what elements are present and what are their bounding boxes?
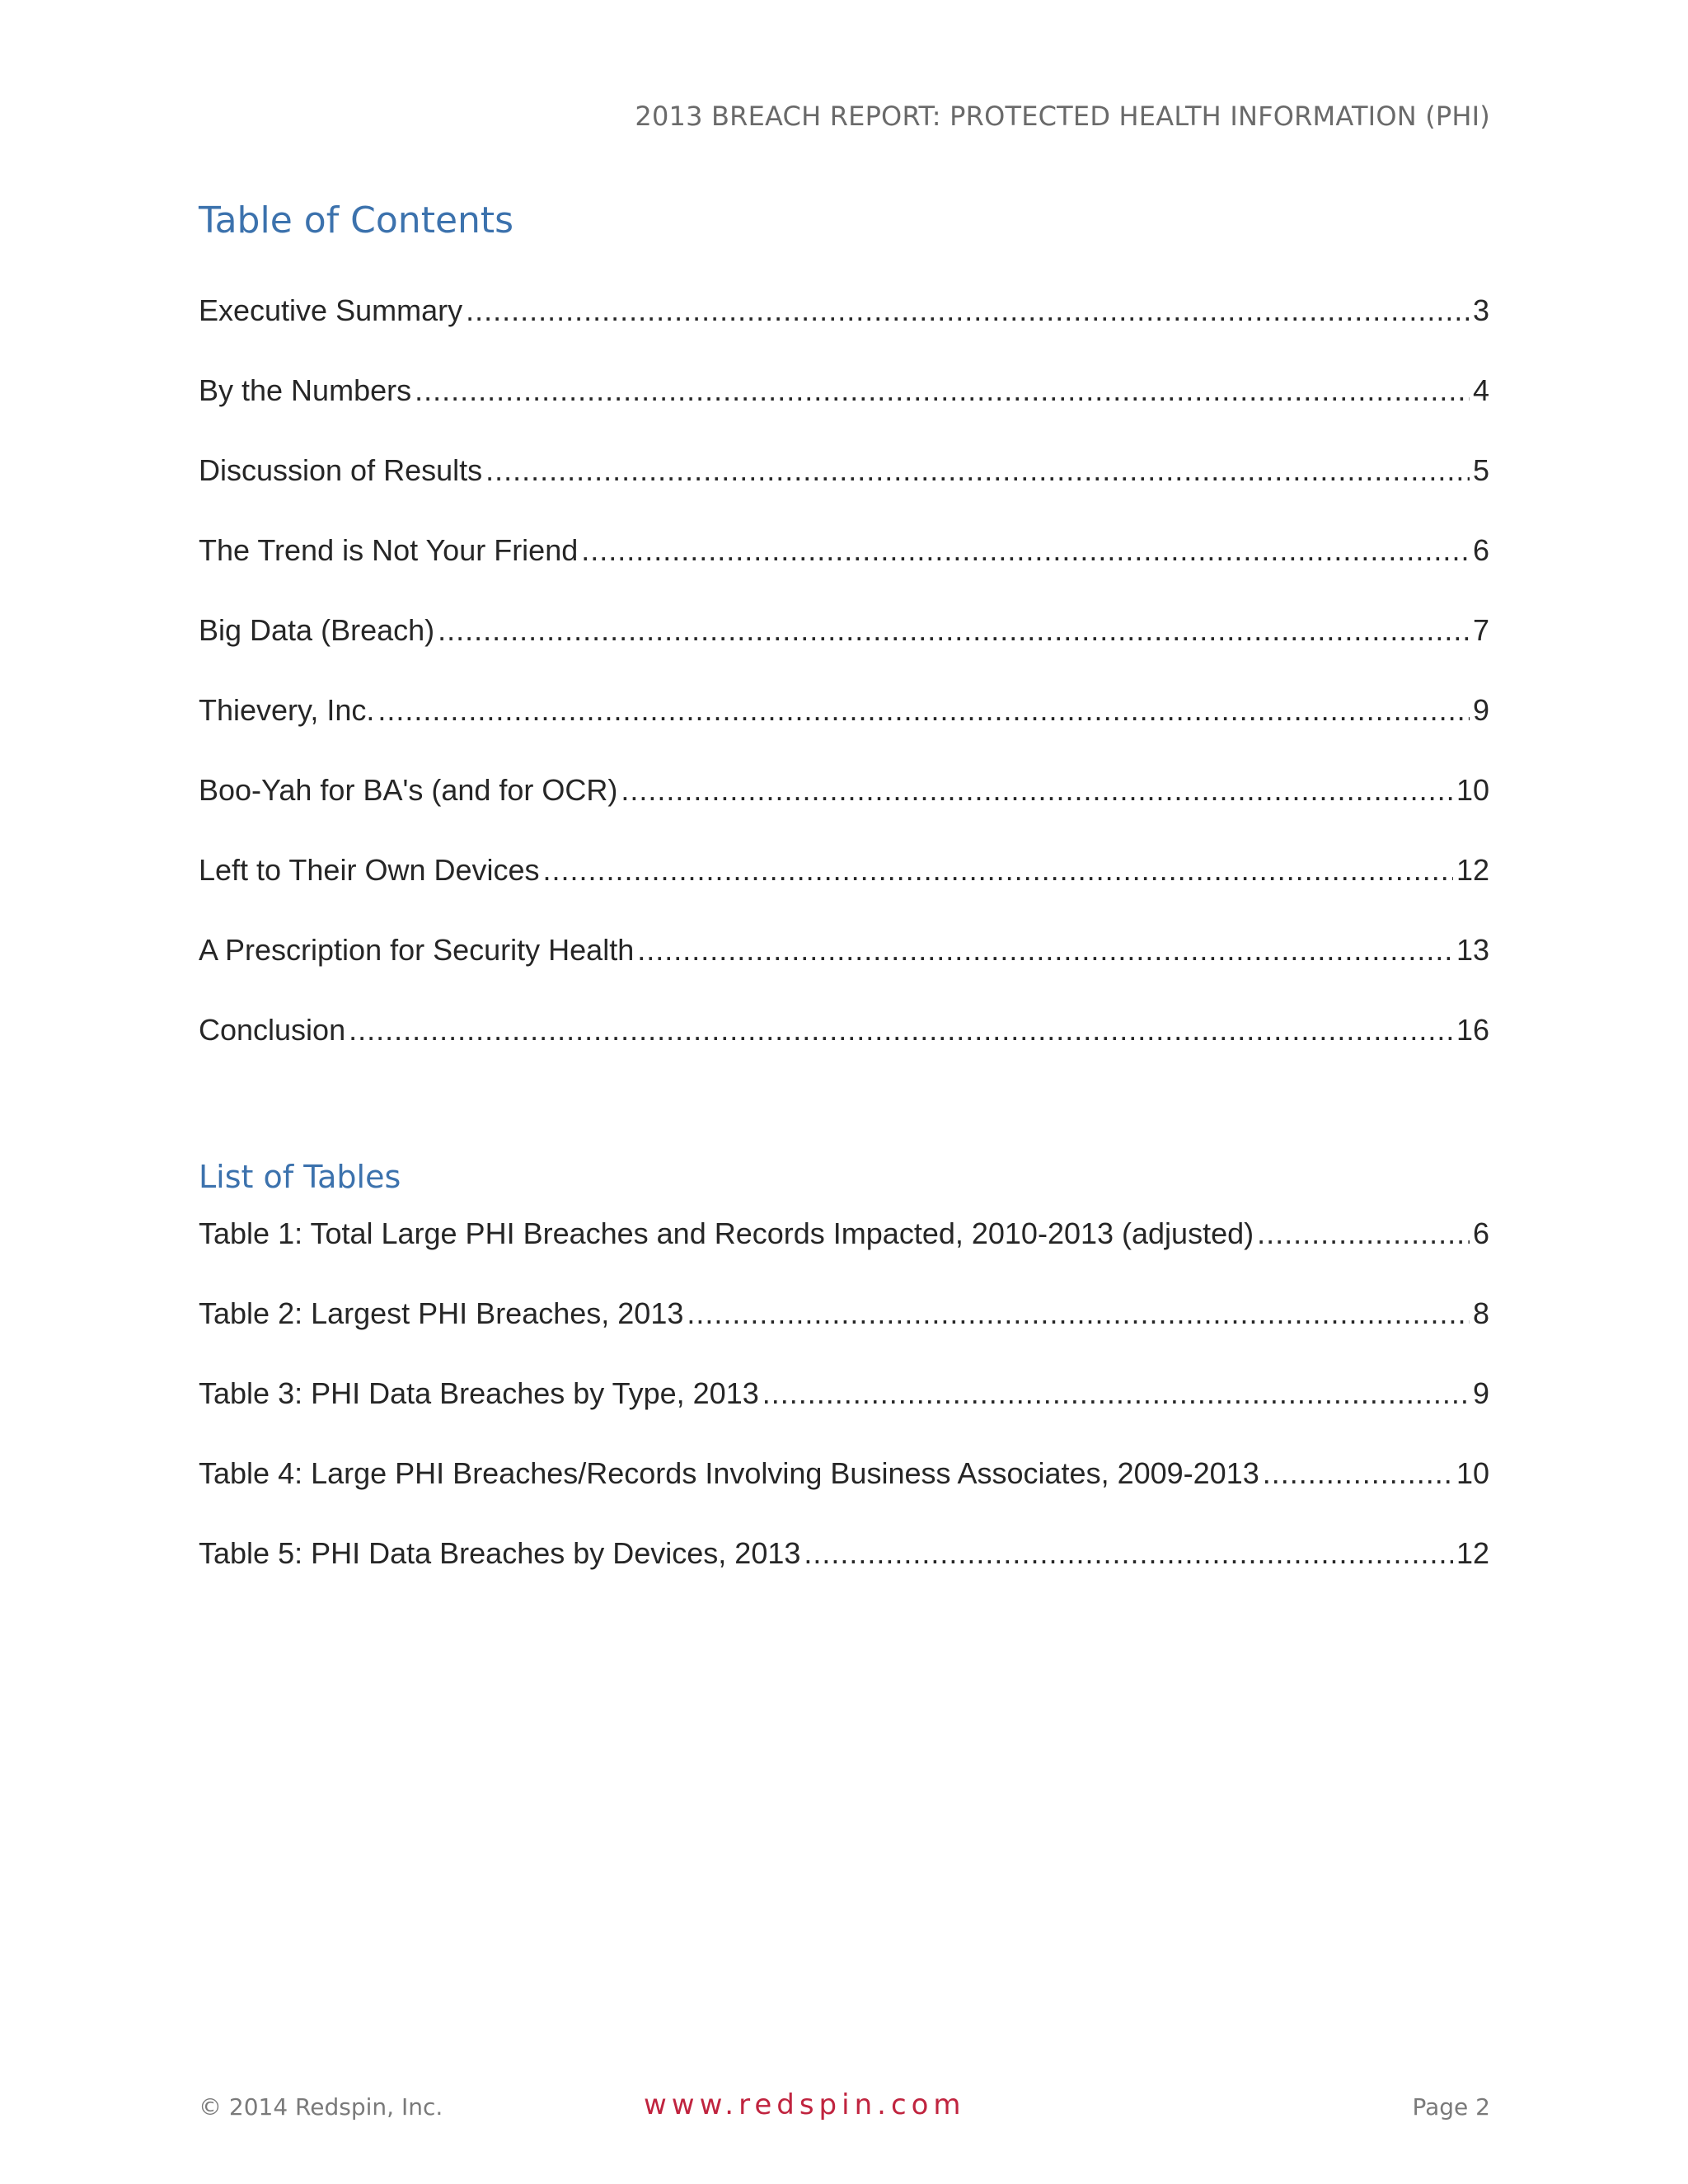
toc-entry-page: 7 (1472, 613, 1489, 647)
footer-website-link[interactable]: www.redspin.com (644, 2088, 966, 2121)
table-entry-3[interactable] (199, 1376, 1489, 1456)
dot-leader (485, 453, 1470, 488)
toc-entry-left-to-their-own-devices[interactable] (199, 853, 1489, 933)
toc-entry-page: 4 (1472, 373, 1489, 407)
toc-entry-page: 3 (1472, 293, 1489, 327)
toc-entry-prescription-for-security-health[interactable] (199, 933, 1489, 1013)
list-of-tables (199, 1216, 1489, 1616)
table-entry-title: Table 5: PHI Data Breaches by Devices, 2013 (199, 1536, 801, 1570)
toc-entry-discussion-of-results[interactable] (199, 453, 1489, 533)
dot-leader (466, 293, 1470, 328)
toc-entry-big-data-breach[interactable] (199, 613, 1489, 693)
table-entry-title: Table 3: PHI Data Breaches by Type, 2013 (199, 1376, 759, 1410)
table-of-contents-list (199, 293, 1489, 1093)
dot-leader (581, 533, 1470, 568)
list-of-tables-heading: List of Tables (199, 1159, 401, 1195)
toc-entry-title: The Trend is Not Your Friend (199, 533, 579, 567)
table-entry-title: Table 2: Largest PHI Breaches, 2013 (199, 1296, 684, 1330)
dot-leader (543, 853, 1453, 888)
table-of-contents-heading: Table of Contents (199, 199, 514, 241)
dot-leader (687, 1296, 1470, 1331)
table-entry-title: Table 4: Large PHI Breaches/Records Involving Business Associates, 2009-2013 (199, 1456, 1259, 1490)
dot-leader (1257, 1216, 1470, 1251)
dot-leader (438, 613, 1470, 648)
table-entry-1[interactable] (199, 1216, 1489, 1296)
toc-entry-page: 16 (1456, 1013, 1489, 1047)
toc-entry-title: Left to Their Own Devices (199, 853, 540, 887)
toc-entry-by-the-numbers[interactable] (199, 373, 1489, 453)
page-footer (199, 2090, 1490, 2126)
toc-entry-page: 5 (1472, 453, 1489, 487)
toc-entry-conclusion[interactable] (199, 1013, 1489, 1093)
toc-entry-boo-yah-for-bas[interactable] (199, 773, 1489, 853)
dot-leader (637, 933, 1453, 968)
toc-entry-executive-summary[interactable] (199, 293, 1489, 373)
toc-entry-page: 12 (1456, 853, 1489, 887)
table-entry-page: 9 (1472, 1376, 1489, 1410)
toc-entry-title: Boo-Yah for BA's (and for OCR) (199, 773, 618, 807)
toc-entry-title: Executive Summary (199, 293, 463, 327)
table-entry-4[interactable] (199, 1456, 1489, 1536)
dot-leader (349, 1013, 1453, 1047)
toc-entry-title: Conclusion (199, 1013, 346, 1047)
toc-entry-title: A Prescription for Security Health (199, 933, 635, 967)
table-entry-page: 8 (1472, 1296, 1489, 1330)
toc-entry-page: 9 (1472, 693, 1489, 727)
table-entry-page: 12 (1456, 1536, 1489, 1570)
toc-entry-page: 13 (1456, 933, 1489, 967)
table-entry-5[interactable] (199, 1536, 1489, 1616)
footer-copyright: © 2014 Redspin, Inc. (199, 2093, 443, 2121)
table-entry-title: Table 1: Total Large PHI Breaches and Records Impacted, 2010-2013 (adjusted) (199, 1216, 1254, 1250)
toc-entry-title: Discussion of Results (199, 453, 483, 487)
dot-leader (804, 1536, 1453, 1571)
toc-entry-page: 6 (1472, 533, 1489, 567)
toc-entry-title: By the Numbers (199, 373, 412, 407)
footer-page-number: Page 2 (1412, 2093, 1490, 2121)
toc-entry-page: 10 (1456, 773, 1489, 807)
dot-leader (762, 1376, 1470, 1411)
dot-leader (621, 773, 1453, 808)
table-entry-page: 6 (1472, 1216, 1489, 1250)
table-entry-2[interactable] (199, 1296, 1489, 1376)
toc-entry-thievery-inc[interactable] (199, 693, 1489, 773)
toc-entry-title: Big Data (Breach) (199, 613, 435, 647)
dot-leader (415, 373, 1470, 408)
toc-entry-trend-not-your-friend[interactable] (199, 533, 1489, 613)
toc-entry-title: Thievery, Inc. (199, 693, 375, 727)
table-entry-page: 10 (1456, 1456, 1489, 1490)
dot-leader (1263, 1456, 1453, 1491)
report-header-title: 2013 BREACH REPORT: PROTECTED HEALTH INFORMATION (PHI) (635, 101, 1490, 132)
dot-leader (377, 693, 1470, 728)
